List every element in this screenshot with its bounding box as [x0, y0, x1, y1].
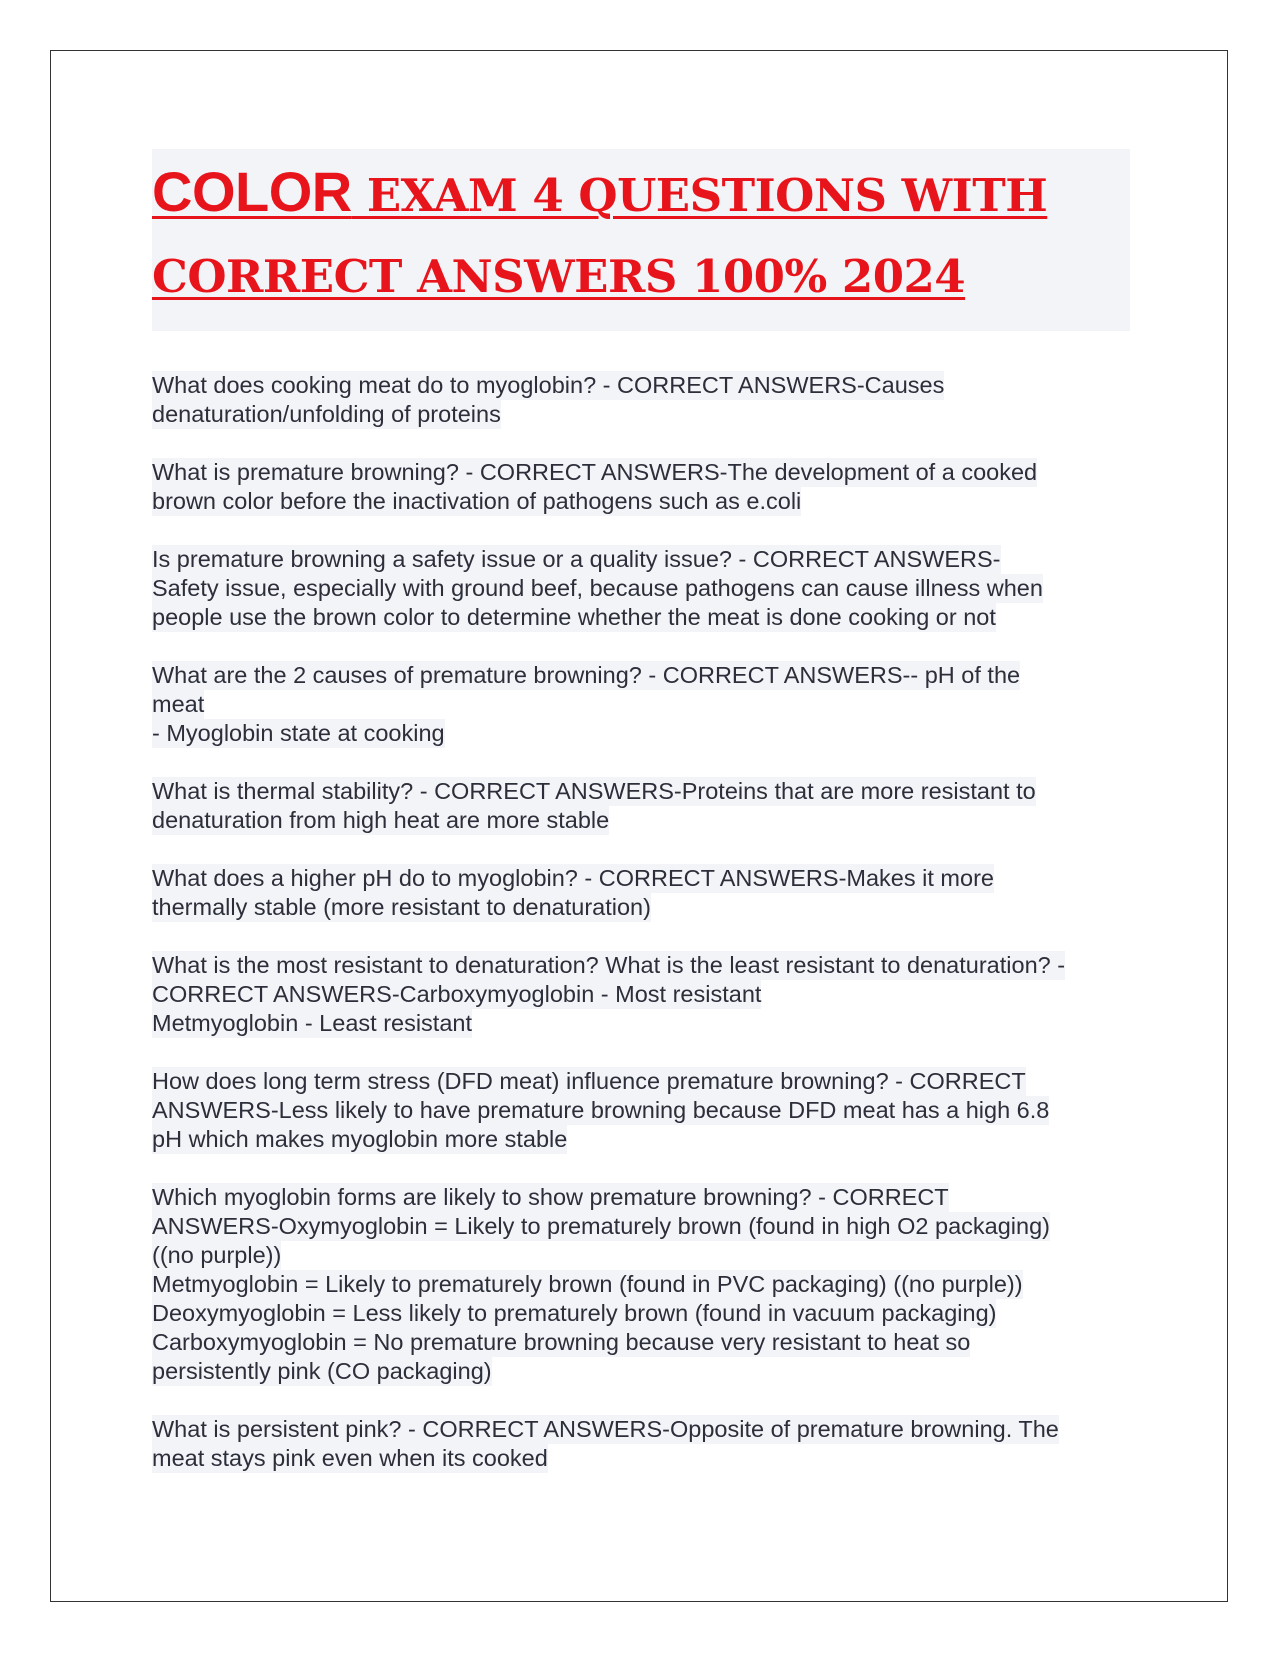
qa-line: brown color before the inactivation of pathogens such as e.coli — [152, 488, 802, 514]
qa-line: How does long term stress (DFD meat) influence premature browning? - CORRECT — [152, 1068, 1026, 1094]
qa-item — [152, 458, 1182, 516]
qa-item — [152, 864, 1182, 922]
question-answer-list — [152, 371, 1182, 1502]
qa-item — [152, 661, 1182, 748]
qa-line: people use the brown color to determine whether the meat is done cooking or not — [152, 604, 996, 630]
qa-line: pH which makes myoglobin more stable — [152, 1126, 568, 1152]
title-line-1-rest: EXAM 4 QUESTIONS WITH — [351, 169, 1048, 222]
qa-line: ((no purple)) — [152, 1242, 282, 1268]
qa-item — [152, 951, 1182, 1038]
qa-item — [152, 1415, 1182, 1473]
qa-line: What is the most resistant to denaturation? What is the least resistant to denaturation? - — [152, 952, 1066, 978]
qa-line: persistently pink (CO packaging) — [152, 1358, 492, 1384]
qa-item — [152, 1183, 1182, 1386]
qa-item — [152, 371, 1182, 429]
page-frame — [50, 50, 1228, 1602]
qa-line: denaturation/unfolding of proteins — [152, 401, 501, 427]
qa-line: thermally stable (more resistant to denaturation) — [152, 894, 651, 920]
title-line-2-text: CORRECT ANSWERS 100% 2024 — [152, 250, 966, 303]
qa-line: ANSWERS-Less likely to have premature browning because DFD meat has a high 6.8 — [152, 1097, 1050, 1123]
title-line-1 — [152, 157, 1130, 242]
qa-line: Metmyoglobin = Likely to prematurely brown (found in PVC packaging) ((no purple)) — [152, 1271, 1023, 1297]
document-title — [152, 149, 1130, 331]
qa-line: Safety issue, especially with ground beef, because pathogens can cause illness when — [152, 575, 1043, 601]
qa-line: What does cooking meat do to myoglobin? - CORRECT ANSWERS-Causes — [152, 372, 945, 398]
qa-line: What is premature browning? - CORRECT ANSWERS-The development of a cooked — [152, 459, 1038, 485]
qa-item — [152, 1067, 1182, 1154]
qa-item — [152, 777, 1182, 835]
qa-line: denaturation from high heat are more stable — [152, 807, 610, 833]
qa-item — [152, 545, 1182, 632]
qa-line: What is persistent pink? - CORRECT ANSWERS-Opposite of premature browning. The — [152, 1416, 1059, 1442]
title-line-2 — [152, 242, 1130, 323]
qa-line: meat — [152, 691, 205, 717]
qa-line: meat stays pink even when its cooked — [152, 1445, 548, 1471]
title-color-word: COLOR — [152, 160, 352, 223]
qa-line: What are the 2 causes of premature browning? - CORRECT ANSWERS-- pH of the — [152, 662, 1021, 688]
qa-line: What does a higher pH do to myoglobin? - CORRECT ANSWERS-Makes it more — [152, 865, 994, 891]
qa-line: - Myoglobin state at cooking — [152, 720, 445, 746]
qa-line: Deoxymyoglobin = Less likely to prematurely brown (found in vacuum packaging) — [152, 1300, 997, 1326]
qa-line: Is premature browning a safety issue or a quality issue? - CORRECT ANSWERS- — [152, 546, 1001, 572]
qa-line: Which myoglobin forms are likely to show premature browning? - CORRECT — [152, 1184, 949, 1210]
qa-line: Metmyoglobin - Least resistant — [152, 1010, 473, 1036]
qa-line: ANSWERS-Oxymyoglobin = Likely to prematurely brown (found in high O2 packaging) — [152, 1213, 1050, 1239]
qa-line: CORRECT ANSWERS-Carboxymyoglobin - Most resistant — [152, 981, 762, 1007]
qa-line: Carboxymyoglobin = No premature browning because very resistant to heat so — [152, 1329, 971, 1355]
qa-line: What is thermal stability? - CORRECT ANSWERS-Proteins that are more resistant to — [152, 778, 1036, 804]
